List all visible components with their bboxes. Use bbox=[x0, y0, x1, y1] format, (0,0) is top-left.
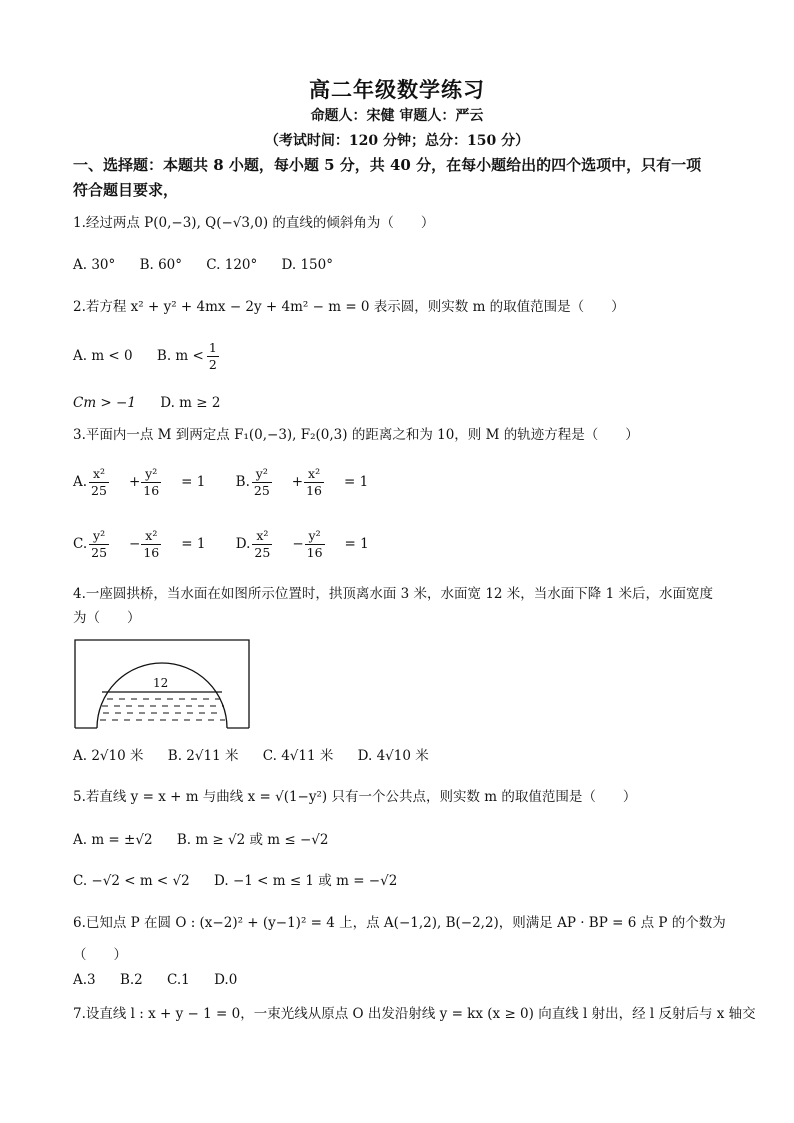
equals-one: = 1 bbox=[344, 536, 369, 552]
fraction-numerator: y² bbox=[141, 466, 161, 483]
fraction-denominator: 25 bbox=[253, 483, 270, 498]
fraction bbox=[141, 528, 181, 561]
question-4-line2: 为（ ） bbox=[73, 610, 141, 626]
fraction-numerator: y² bbox=[252, 466, 272, 483]
q6-option-c[interactable]: C.1 bbox=[167, 972, 190, 988]
q2-option-a[interactable]: A. m < 0 bbox=[73, 348, 133, 364]
fraction bbox=[89, 528, 129, 561]
q6-option-d[interactable]: D.0 bbox=[214, 972, 238, 988]
arch-bridge-diagram bbox=[73, 638, 253, 730]
authors-line: 命题人：宋健 审题人：严云 bbox=[310, 108, 484, 124]
section-heading-line2: 符合题目要求， bbox=[73, 181, 179, 199]
fraction-numerator: x² bbox=[304, 466, 324, 483]
question-6-line1: 6.已知点 P 在圆 O : (x−2)² + (y−1)² = 4 上，点 A(−1,2), B(−2,2)，则满足 AP · BP = 6 点 P 的个数为 bbox=[73, 915, 726, 931]
fraction-numerator: 1 bbox=[208, 340, 217, 355]
option-label: A. bbox=[73, 474, 88, 490]
water-hatching bbox=[100, 699, 225, 720]
question-4-options bbox=[73, 745, 449, 767]
q4-option-b[interactable]: B. 2√11 米 bbox=[167, 748, 239, 764]
q6-option-a[interactable]: A.3 bbox=[73, 972, 96, 988]
question-2: 2.若方程 x² + y² + 4mx − 2y + 4m² − m = 0 表示圆，则实数 m 的取值范围是（ ） bbox=[73, 299, 625, 315]
operator: − bbox=[292, 536, 304, 552]
question-1: 1.经过两点 P(0,−3), Q(−√3,0) 的直线的倾斜角为（ ） bbox=[73, 215, 435, 231]
q3-option-d[interactable] bbox=[236, 528, 369, 561]
fraction-numerator: x² bbox=[141, 528, 161, 545]
fraction-denominator: 16 bbox=[143, 483, 160, 498]
q1-option-b[interactable]: B. 60° bbox=[139, 257, 182, 273]
q6-option-b[interactable]: B.2 bbox=[119, 972, 143, 988]
q2-option-b[interactable] bbox=[157, 340, 239, 373]
fraction-denominator: 25 bbox=[254, 545, 271, 560]
question-6-line2: （ ） bbox=[73, 947, 127, 963]
section-heading-line1: 一、选择题：本题共 8 小题，每小题 5 分，共 40 分，在每小题给出的四个选项中，只有一项 bbox=[73, 156, 702, 174]
fraction bbox=[252, 528, 292, 561]
equals-one: = 1 bbox=[344, 474, 369, 490]
q4-option-a[interactable]: A. 2√10 米 bbox=[73, 748, 144, 764]
water-width-label: 12 bbox=[153, 676, 169, 690]
exam-time-info: （考试时间：120 分钟；总分：150 分） bbox=[264, 133, 530, 149]
q4-option-c[interactable]: C. 4√11 米 bbox=[262, 748, 334, 764]
fraction bbox=[252, 466, 292, 499]
q5-option-a[interactable]: A. m = ±√2 bbox=[73, 832, 153, 848]
fraction-denominator: 25 bbox=[91, 483, 107, 498]
q5-option-c[interactable]: C. −√2 < m < √2 bbox=[73, 873, 190, 889]
question-2-options-row1 bbox=[73, 340, 259, 373]
question-3: 3.平面内一点 M 到两定点 F₁(0,−3), F₂(0,3) 的距离之和为 10，则 M 的轨迹方程是（ ） bbox=[73, 427, 639, 443]
q1-option-a[interactable]: A. 30° bbox=[73, 257, 116, 273]
fraction-numerator: x² bbox=[252, 528, 272, 545]
q2-option-c[interactable]: Cm > −1 bbox=[73, 395, 136, 411]
equals-one: = 1 bbox=[181, 474, 206, 490]
question-4-line1: 4.一座圆拱桥，当水面在如图所示位置时，拱顶离水面 3 米，水面宽 12 米，当水面下降 1 米后，水面宽度 bbox=[73, 586, 713, 602]
q5-option-b[interactable]: B. m ≥ √2 或 m ≤ −√2 bbox=[176, 832, 329, 848]
operator: − bbox=[129, 536, 141, 552]
question-1-options bbox=[73, 254, 353, 276]
q3-option-c[interactable] bbox=[73, 528, 205, 561]
question-7: 7.设直线 l : x + y − 1 = 0，一束光线从原点 O 出发沿射线 y = kx (x ≥ 0) 向直线 l 射出，经 l 反射后与 x 轴交 bbox=[73, 1006, 756, 1022]
fraction bbox=[305, 528, 345, 561]
option-label: B. bbox=[235, 474, 250, 490]
operator: + bbox=[291, 474, 304, 490]
q1-option-c[interactable]: C. 120° bbox=[206, 257, 258, 273]
q1-option-d[interactable]: D. 150° bbox=[281, 257, 333, 273]
arch-curve bbox=[97, 663, 227, 728]
question-5-options-row1 bbox=[73, 829, 349, 851]
q2-option-d[interactable]: D. m ≥ 2 bbox=[160, 395, 221, 411]
q3-option-a[interactable] bbox=[73, 466, 205, 499]
q2-option-b-fraction bbox=[207, 340, 239, 373]
question-5-options-row2 bbox=[73, 870, 417, 892]
fraction-numerator: y² bbox=[305, 528, 325, 545]
option-label: D. bbox=[235, 536, 251, 552]
option-label: C. bbox=[73, 536, 88, 552]
fraction bbox=[141, 466, 181, 499]
question-3-options-row2 bbox=[73, 528, 389, 561]
question-6-options bbox=[73, 969, 257, 991]
page-title: 高二年级数学练习 bbox=[309, 77, 485, 102]
q4-option-d[interactable]: D. 4√10 米 bbox=[357, 748, 429, 764]
fraction-denominator: 16 bbox=[306, 483, 323, 498]
fraction bbox=[89, 466, 129, 499]
operator: + bbox=[128, 474, 141, 490]
q5-option-d[interactable]: D. −1 < m ≤ 1 或 m = −√2 bbox=[214, 873, 398, 889]
q2-option-b-prefix: B. m < bbox=[156, 348, 204, 364]
fraction-denominator: 16 bbox=[143, 545, 160, 560]
question-2-options-row2 bbox=[73, 392, 240, 414]
equals-one: = 1 bbox=[181, 536, 206, 552]
fraction-numerator: x² bbox=[89, 466, 109, 483]
fraction-denominator: 16 bbox=[306, 545, 323, 560]
arch-bridge-figure bbox=[73, 638, 253, 734]
question-5: 5.若直线 y = x + m 与曲线 x = √(1−y²) 只有一个公共点，则实数 m 的取值范围是（ ） bbox=[73, 789, 637, 805]
fraction-denominator: 2 bbox=[208, 357, 217, 372]
fraction-numerator: y² bbox=[89, 528, 109, 545]
question-3-options-row1 bbox=[73, 466, 388, 499]
fraction-denominator: 25 bbox=[91, 545, 108, 560]
q3-option-b[interactable] bbox=[236, 466, 369, 499]
fraction bbox=[304, 466, 344, 499]
